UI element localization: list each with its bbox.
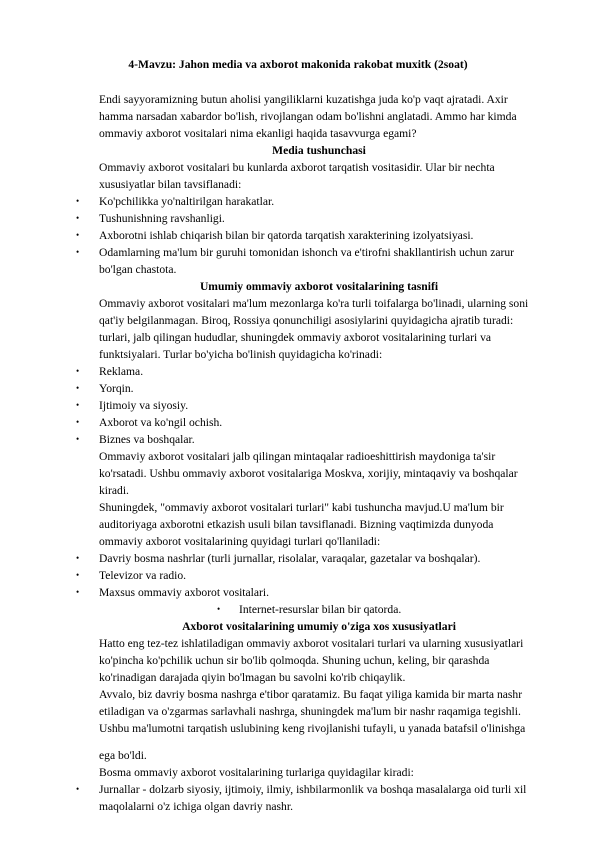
paragraph-6: Avvalo, biz davriy bosma nashrga e'tibor qaratamiz. Bu faqat yiliga kamida bir marta nashr etiladigan va o'zgarmas sarlavhali nashrga, shuningdek ma'lum bir nashr raqamiga tegishli. Ushbu ma'lumotni tarqatish uslubining keng rivojlanishi tufayli, u yanada batafsil o'linishga xyxy=(99,688,526,735)
list-item: • Axborotni ishlab chiqarish bilan bir qatorda tarqatish xarakterining izolyatsiyasi. xyxy=(76,229,474,242)
list-item: • Tushunishning ravshanligi. xyxy=(76,212,225,225)
paragraph-4: Shuningdek, "ommaviy axborot vositalari turlari" kabi tushuncha mavjud.U ma'lum bir auditoriyaga axborotni etkazish usuli bilan tavsiflanadi. Bizning vaqtimizda dunyoda ommaviy axborot vositalarining quyidagi turlari qo'llaniladi: xyxy=(99,501,504,548)
print-media-list xyxy=(76,781,539,815)
document-body xyxy=(76,91,539,815)
media-kinds-list xyxy=(76,550,539,618)
paragraph-3: Ommaviy axborot vositalari jalb qilingan mintaqalar radioeshittirish maydoniga ta'sir ko'rsatadi. Ushbu ommaviy axborot vositalariga Moskva, xorijiy, mintaqaviy va boshqalar kiradi. xyxy=(99,450,518,497)
bullet-icon: • xyxy=(76,434,80,444)
list-item: • Reklama. xyxy=(76,365,144,378)
spacer xyxy=(99,737,539,747)
intro-paragraph: Endi sayyoramizning butun aholisi yangiliklarni kuzatishga juda ko'p vaqt ajratadi. Axir hamma narsadan xabardor bo'lish, rivojlangan odam bo'lishni anglatadi. Ammo har kimda ommaviy axborot vositalari nima ekanligi haqida tasavvurga egami? xyxy=(99,93,517,140)
list-item: • Yorqin. xyxy=(76,382,134,395)
bullet-icon: • xyxy=(76,230,80,240)
list-item: • Axborot va ko'ngil ochish. xyxy=(76,416,223,429)
bullet-icon: • xyxy=(76,570,80,580)
bullet-icon: • xyxy=(217,604,221,614)
title-rest: : Jahon media va axborot makonida rakobat muxitk (2soat) xyxy=(172,58,468,71)
list-item: • Odamlarning ma'lum bir guruhi tomonidan ishonch va e'tirofni shakllantirish uchun zarur bo'lgan chastota. xyxy=(76,246,515,276)
bullet-icon: • xyxy=(76,366,80,376)
heading-general-features: Axborot vositalarining umumiy o'ziga xos xususiyatlari xyxy=(182,620,456,633)
bullet-icon: • xyxy=(76,784,80,794)
paragraph-1: Ommaviy axborot vositalari bu kunlarda axborot tarqatish vositasidir. Ular bir nechta xususiyatlar bilan tavsiflanadi: xyxy=(99,161,495,191)
page-title xyxy=(0,56,596,73)
list-item: • Biznes va boshqalar. xyxy=(76,433,195,446)
types-list xyxy=(76,363,539,448)
title-prefix: 4-Mavzu xyxy=(128,58,173,71)
paragraph-5: Hatto eng tez-tez ishlatiladigan ommaviy axborot vositalari turlari va ularning xususiyatlari ko'pincha ko'pchilik uchun sir bo'lib qolmoqda. Shuning uchun, keling, bir qarashda ko'rinadigan darajada qiyin bo'lmagan bu savolni ko'rib chiqaylik. xyxy=(99,637,524,684)
bullet-icon: • xyxy=(76,400,80,410)
bullet-icon: • xyxy=(76,383,80,393)
heading-media-concept: Media tushunchasi xyxy=(272,144,366,157)
bullet-icon: • xyxy=(76,213,80,223)
paragraph-2: Ommaviy axborot vositalari ma'lum mezonlarga ko'ra turli toifalarga bo'linadi, ularning soni qat'iy belgilanmagan. Biroq, Rossiya qonunchiligi asosiylarini quyidagicha ajratib turadi: turlari, jalb qilingan hududlar, shuningdek ommaviy axborot vositalarining turlari va funktsiyalari. Turlar bo'yicha bo'linish quyidagicha ko'rinadi: xyxy=(99,297,529,361)
bullet-icon: • xyxy=(76,196,80,206)
list-item: • Maxsus ommaviy axborot vositalari. xyxy=(76,586,270,599)
bullet-icon: • xyxy=(76,553,80,563)
list-item: • Ijtimoiy va siyosiy. xyxy=(76,399,189,412)
bullet-icon: • xyxy=(76,587,80,597)
paragraph-7: Bosma ommaviy axborot vositalarining turlariga quyidagilar kiradi: xyxy=(99,766,414,779)
list-item: • Jurnallar - dolzarb siyosiy, ijtimoiy, ilmiy, ishbilarmonlik va boshqa masalalarga oid turli xil maqolalarni o'z ichiga olgan davriy nashr. xyxy=(76,783,527,813)
list-item: • Televizor va radio. xyxy=(76,569,187,582)
features-list xyxy=(76,193,539,278)
list-item: • Internet-resurslar bilan bir qatorda. xyxy=(217,603,402,616)
bullet-icon: • xyxy=(76,417,80,427)
list-item: • Davriy bosma nashrlar (turli jurnallar, risolalar, varaqalar, gazetalar va boshqalar). xyxy=(76,552,481,565)
heading-classification: Umumiy ommaviy axborot vositalarining tasnifi xyxy=(199,280,439,293)
paragraph-6-end: ega bo'ldi. xyxy=(99,749,147,762)
list-item: • Ko'pchilikka yo'naltirilgan harakatlar. xyxy=(76,195,275,208)
bullet-icon: • xyxy=(76,247,80,257)
